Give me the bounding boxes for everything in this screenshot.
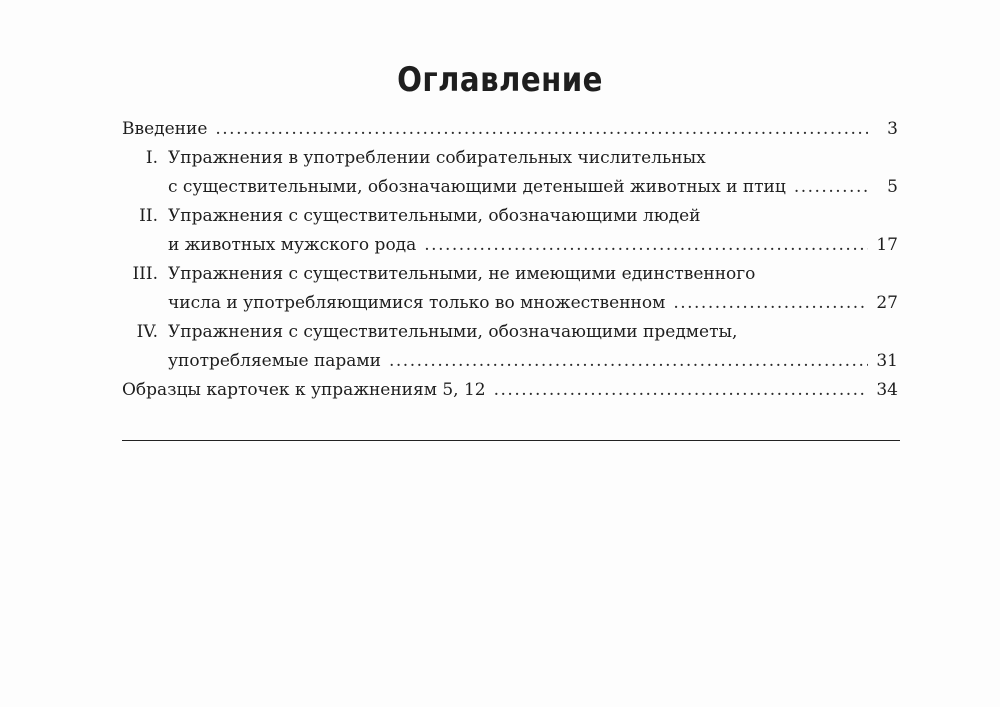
toc-line — [122, 347, 898, 376]
toc-entry-section-2[interactable] — [122, 202, 898, 260]
toc-page-number: 17 — [876, 235, 898, 255]
dot-leader — [794, 173, 868, 202]
dot-leader — [424, 231, 868, 260]
toc-entry-title-continued: с существительными, обозначающими детенышей животных и птиц — [168, 177, 786, 197]
toc-entry-title-continued: и животных мужского рода — [168, 235, 417, 255]
toc-entry-title: Упражнения с существительными, не имеющими единственного — [168, 264, 756, 284]
toc-line — [122, 318, 898, 347]
toc-line — [122, 144, 898, 173]
toc-entry-section-4[interactable] — [122, 318, 898, 376]
dot-leader — [389, 347, 868, 376]
toc-entry-title-continued: числа и употребляющимися только во множественном — [168, 293, 666, 313]
toc-line — [122, 115, 898, 144]
section-numeral: IV. — [136, 322, 158, 342]
toc-entry-title: Упражнения с существительными, обозначающими предметы, — [168, 322, 738, 342]
toc-entry-card-samples[interactable] — [122, 376, 898, 405]
toc-page-number: 3 — [887, 119, 898, 139]
section-numeral: I. — [145, 148, 158, 168]
bottom-divider — [122, 440, 900, 441]
dot-leader — [215, 115, 868, 144]
toc-entry-title: Образцы карточек к упражнениям 5, 12 — [122, 380, 486, 400]
section-numeral: II. — [139, 206, 158, 226]
toc-entry-section-3[interactable] — [122, 260, 898, 318]
toc-entry-title: Упражнения с существительными, обозначающими людей — [168, 206, 701, 226]
toc-line — [122, 260, 898, 289]
toc-entry-introduction[interactable] — [122, 115, 898, 144]
table-of-contents — [122, 115, 898, 405]
toc-entry-title-continued: употребляемые парами — [168, 351, 381, 371]
toc-line — [122, 376, 898, 405]
section-numeral: III. — [132, 264, 158, 284]
toc-page-number: 31 — [876, 351, 898, 371]
dot-leader — [673, 289, 868, 318]
toc-page-number: 5 — [887, 177, 898, 197]
toc-entry-title: Упражнения в употреблении собирательных числительных — [168, 148, 706, 168]
page-title: Оглавление — [397, 60, 603, 100]
toc-entry-title: Введение — [122, 119, 208, 139]
toc-line — [122, 289, 898, 318]
toc-line — [122, 231, 898, 260]
dot-leader — [494, 376, 868, 405]
toc-entry-section-1[interactable] — [122, 144, 898, 202]
toc-line — [122, 202, 898, 231]
toc-page-number: 34 — [876, 380, 898, 400]
toc-page-number: 27 — [876, 293, 898, 313]
toc-line — [122, 173, 898, 202]
